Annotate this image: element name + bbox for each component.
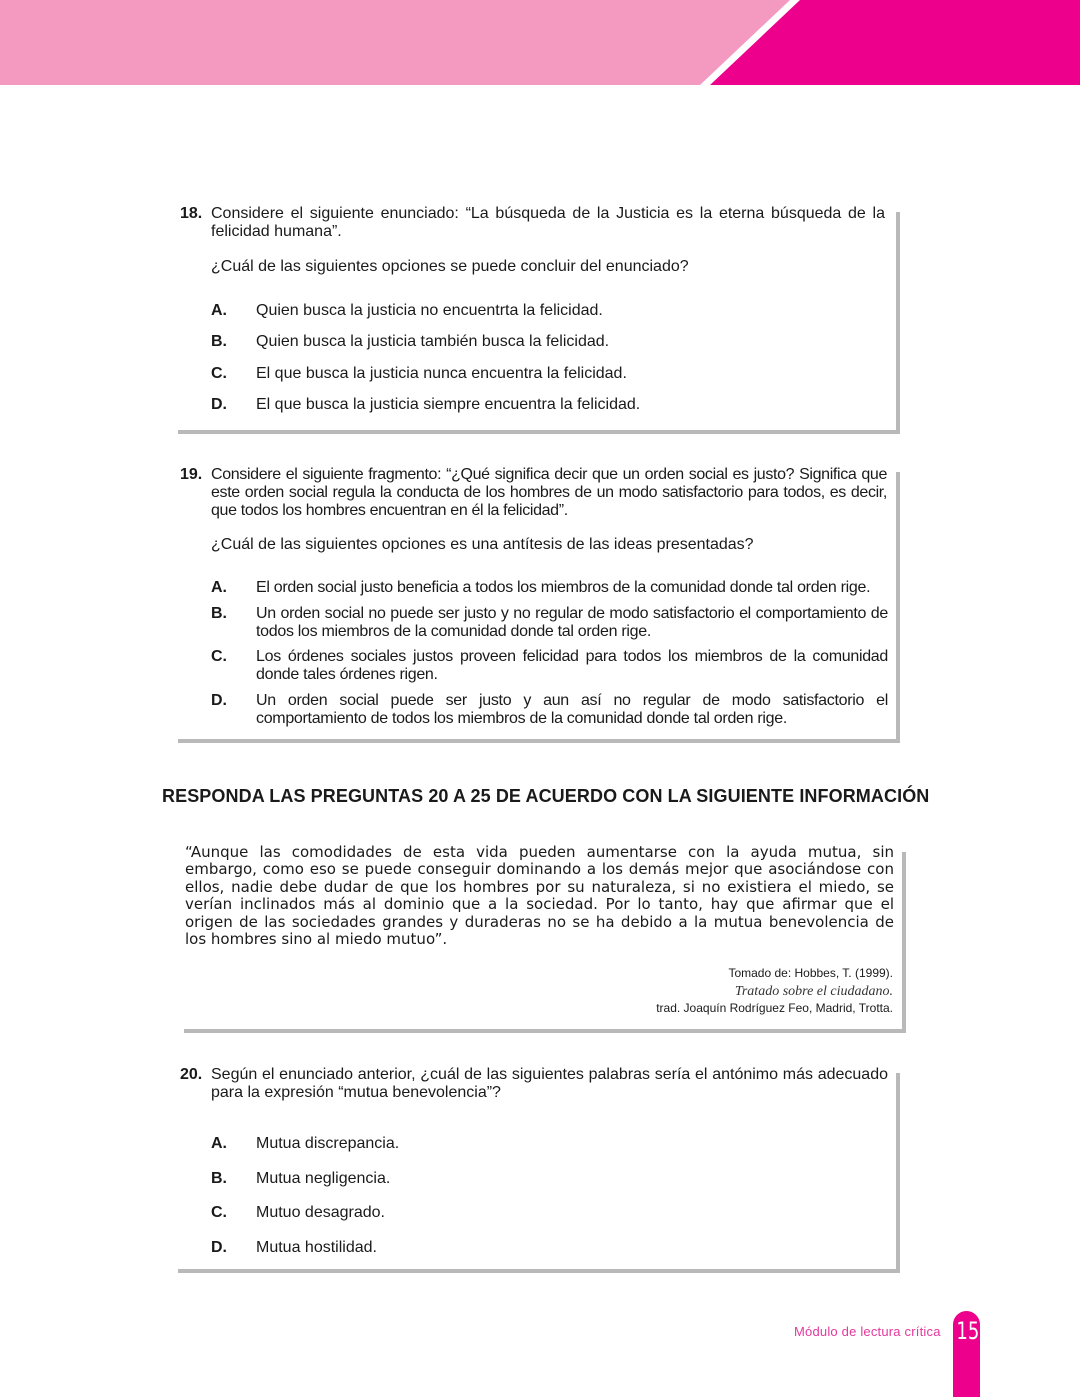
option-text: Un orden social puede ser justo y aun así no regular de modo satisfactorio el comportamiento de todos los miembros de la comunidad donde tal orden rige. [256,692,888,727]
option-letter: C. [211,1204,227,1221]
option-letter: D. [211,692,227,709]
question-text: Considere el siguiente fragmento: “¿Qué significa decir que un orden social es justo? Significa que este orden social regula la conducta de los hombres de un modo satisfactorio para todos, es decir, que todos los hombres encuentran en él la felicidad”. [211,466,887,519]
reading-quote: “Aunque las comodidades de esta vida pueden aumentarse con la ayuda mutua, sin embargo, como eso se puede conseguir dominando a los demás mejor que asociándose con ellos, nadie debe dudar de que los hombres por su naturaleza, si no existiera el miedo, se verían inclinados más al dominio que a la sociedad. Por lo tanto, hay que afirmar que el origen de las sociedades grandes y duraderas no se ha debido a la mutua benevolencia de los hombres sino al miedo mutuo”. [185,843,894,949]
option-letter: D. [211,1239,227,1256]
question-18-prompt: ¿Cuál de las siguientes opciones se puede concluir del enunciado? [211,258,689,275]
box-border-right [896,212,900,434]
option-text: Quien busca la justicia también busca la felicidad. [256,333,610,350]
box-border-bottom [178,739,900,743]
option-letter: B. [211,605,227,622]
citation-title: Tratado sobre el ciudadano. [734,984,893,999]
option-text: El que busca la justicia nunca encuentra la felicidad. [256,365,627,382]
question-19-prompt: ¿Cuál de las siguientes opciones es una antítesis de las ideas presentadas? [211,536,754,553]
question-number: 20. [180,1066,203,1083]
option-text: El orden social justo beneficia a todos los miembros de la comunidad donde tal orden rige. [256,579,871,596]
box-border-right [902,852,906,1033]
section-heading: RESPONDA LAS PREGUNTAS 20 A 25 DE ACUERDO CON LA SIGUIENTE INFORMACIÓN [162,786,930,806]
option-letter: C. [211,365,227,382]
page-number: 15 [956,1317,980,1345]
option-letter: B. [211,333,227,350]
citation-source: Tomado de: Hobbes, T. (1999). [728,966,893,980]
box-border-bottom [178,1269,900,1273]
option-letter: C. [211,648,227,665]
header-band [0,0,1080,85]
question-number: 19. [180,466,203,483]
option-text: El que busca la justicia siempre encuentra la felicidad. [256,396,641,413]
question-number: 18. [180,205,203,222]
option-letter: A. [211,1135,227,1152]
option-text: Mutua hostilidad. [256,1239,377,1256]
header-decoration-icon [0,0,1080,85]
question-text: Según el enunciado anterior, ¿cuál de las siguientes palabras sería el antónimo más adecuado para la expresión “mutua benevolencia”? [211,1066,888,1101]
option-letter: B. [211,1170,227,1187]
option-text: Mutua discrepancia. [256,1135,400,1152]
box-border-right [896,472,900,743]
question-text: Considere el siguiente enunciado: “La búsqueda de la Justicia es la eterna búsqueda de la felicidad humana”. [211,205,885,240]
option-text: Mutuo desagrado. [256,1204,385,1221]
option-text: Quien busca la justicia no encuentrta la felicidad. [256,302,603,319]
box-border-bottom [178,430,900,434]
option-letter: A. [211,302,227,319]
page-number-tab [953,1311,980,1397]
option-text: Un orden social no puede ser justo y no regular de modo satisfactorio el comportamiento de todos los miembros de la comunidad donde tal orden rige. [256,605,888,640]
option-text: Mutua negligencia. [256,1170,391,1187]
option-letter: D. [211,396,227,413]
option-text: Los órdenes sociales justos proveen felicidad para todos los miembros de la comunidad donde tales órdenes rigen. [256,648,888,683]
option-letter: A. [211,579,227,596]
module-label: Módulo de lectura crítica [794,1324,941,1339]
citation-translator: trad. Joaquín Rodríguez Feo, Madrid, Trotta. [656,1001,893,1015]
box-border-bottom [184,1029,906,1033]
box-border-right [896,1073,900,1273]
